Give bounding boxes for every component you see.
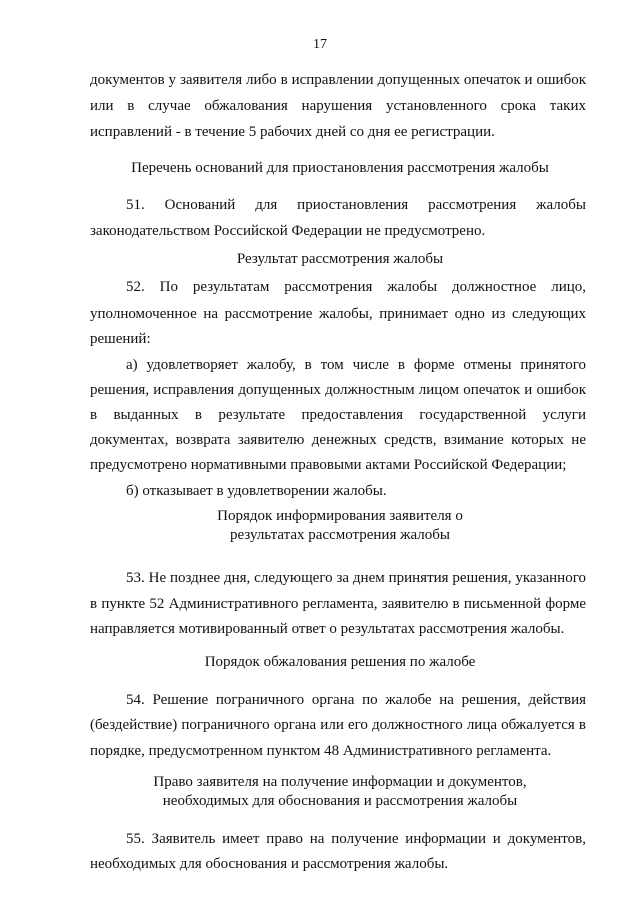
paragraph-line: или в случае обжалования нарушения установленного срока таких (90, 98, 586, 114)
paragraph-line: (бездействие) пограничного органа или его должностного лица обжалуется в (90, 717, 586, 733)
section-heading: Порядок обжалования решения по жалобе (204, 654, 476, 670)
paragraph-line: 54. Решение пограничного органа по жалобе на решения, действия (126, 692, 586, 708)
paragraph-line: 53. Не позднее дня, следующего за днем принятия решения, указанного (126, 570, 586, 586)
page-number: 17 (313, 37, 327, 52)
paragraph-line: 55. Заявитель имеет право на получение информации и документов, (126, 831, 586, 847)
paragraph-line: в выданных в результате предоставления государственной услуги (90, 407, 586, 423)
paragraph-line: уполномоченное на рассмотрение жалобы, принимает одно из следующих (90, 306, 586, 322)
paragraph-line: направляется мотивированный ответ о результатах рассмотрения жалобы. (90, 621, 565, 637)
section-heading: Право заявителя на получение информации и документов, (153, 774, 527, 790)
paragraph-line: в пункте 52 Административного регламента, заявителю в письменной форме (90, 596, 586, 612)
paragraph-line: документах, возврата заявителю денежных средств, взимание которых не (90, 432, 586, 448)
section-heading: необходимых для обоснования и рассмотрения жалобы (162, 793, 518, 809)
paragraph-line: необходимых для обоснования и рассмотрения жалобы. (90, 856, 449, 872)
paragraph-line: порядке, предусмотренном пунктом 48 Административного регламента. (90, 743, 552, 759)
section-heading: Перечень оснований для приостановления рассмотрения жалобы (131, 160, 549, 176)
section-heading: Порядок информирования заявителя о (217, 508, 463, 524)
paragraph-line: предусмотрено нормативными правовыми актами Российской Федерации; (90, 457, 567, 473)
paragraph-line: документов у заявителя либо в исправлении допущенных опечаток и ошибок (90, 72, 586, 88)
paragraph-line: решений: (90, 331, 151, 347)
section-heading: результатах рассмотрения жалобы (230, 527, 450, 543)
paragraph-line: б) отказывает в удовлетворении жалобы. (126, 483, 387, 499)
paragraph-line: а) удовлетворяет жалобу, в том числе в форме отмены принятого (126, 357, 586, 373)
paragraph-line: решения, исправления допущенных должностным лицом опечаток и ошибок (90, 382, 586, 398)
paragraph-line: 52. По результатам рассмотрения жалобы должностное лицо, (126, 279, 586, 295)
section-heading: Результат рассмотрения жалобы (236, 251, 444, 267)
paragraph-line: исправлений - в течение 5 рабочих дней со дня ее регистрации. (90, 124, 495, 140)
paragraph-line: 51. Оснований для приостановления рассмотрения жалобы (126, 197, 586, 213)
paragraph-line: законодательством Российской Федерации не предусмотрено. (90, 223, 486, 239)
